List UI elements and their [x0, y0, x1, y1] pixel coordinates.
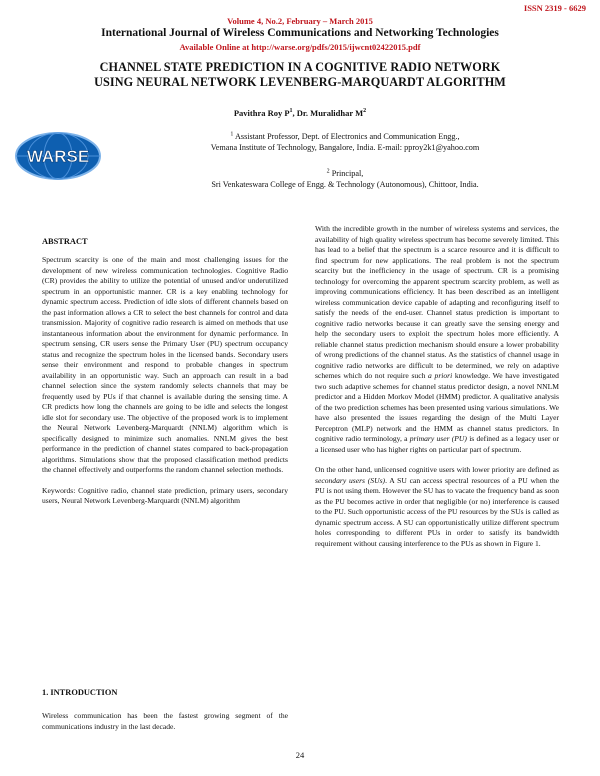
aff2-line1: Principal,	[329, 169, 364, 178]
p1-part-b: knowledge. We have investigated two such adaptive schemes for channel status predictor design, a novel NNLM predictor and a Hidden Morkov Model (HMM) predictor. A qualitative analysis of the two prediction schemes has been presented using various simulations. We have also presented the issues regarding the design of the Multi Layer Perceptron (MLP) network and the HMM as channel status predictors. In cognitive radio terminology, a	[315, 371, 559, 443]
p2-emphasis-secondary-users: secondary users (SUs)	[315, 475, 386, 485]
introduction-text: Wireless communication has been the fastest growing segment of the communications industry in the last decade.	[42, 711, 288, 731]
affiliation-2	[110, 168, 580, 190]
page-number: 24	[295, 750, 305, 760]
aff2-sup: 2	[326, 168, 330, 175]
p1-emphasis-primary-user: primary user (PU)	[409, 434, 467, 443]
author-2: Dr. Muralidhar M	[296, 108, 364, 118]
introduction-heading: 1. INTRODUCTION	[42, 688, 118, 697]
title-line-2: USING NEURAL NETWORK LEVENBERG-MARQUARDT ALGORITHM	[94, 75, 506, 89]
authors	[0, 108, 600, 118]
right-paragraph-1	[315, 224, 559, 455]
author-2-sup: 2	[363, 108, 367, 115]
p2-part-a: On the other hand, unlicensed cognitive users with lower priority are defined as	[315, 465, 559, 474]
issn: ISSN 2319 - 6629	[523, 3, 586, 13]
available-online: Available Online at http://warse.org/pdfs/2015/ijwcnt02422015.pdf	[179, 42, 421, 52]
p1-emphasis-a-priori: a priori	[428, 371, 453, 380]
journal-name: International Journal of Wireless Communications and Networking Technologies	[101, 27, 499, 39]
paper-title	[0, 60, 600, 90]
warse-logo	[14, 130, 102, 182]
p2-part-b: . A SU can access spectral resources of a PU when the PU is not using them. However the SU has to vacate the frequency band as soon as the PU becomes active in order that negligible (or no) interference is caused to the PU. Such opportunistic access of the PU resources by the SUs is called as dynamic spectrum access. A SU can opportunistically utilize different spectrum holes corresponding to different PUs in order to satisfy its bandwidth requirement without causing interference to the PUs as shown in Figure 1.	[315, 475, 559, 548]
aff1-line2: Vemana Institute of Technology, Bangalore, India. E-mail: pproy2k1@yahoo.com	[210, 143, 480, 152]
author-sep: ,	[292, 108, 297, 118]
aff1-line1: Assistant Professor, Dept. of Electronics and Communication Engg.,	[233, 132, 460, 141]
aff1-sup: 1	[230, 131, 234, 138]
author-1: Pavithra Roy P	[233, 108, 290, 118]
volume-info: Volume 4, No.2, February – March 2015	[227, 16, 373, 26]
abstract-text: Spectrum scarcity is one of the main and most challenging issues for the development of new wireless communication technologies. Cognitive Radio (CR) provides the ability to utilize the potential of unused and/or underutilized spectrum in an opportunistic manner. CR is a key enabling technology for dynamic spectrum access. Prediction of idle slots of different channels based on the past information allows a CR to select the best channels for control and data transmission. Majority of cognitive radio research is aimed on methods that use instantaneous information about the environment for dynamic performance. In spectrum sensing, CR users sense the Primary User (PU) spectrum occupancy status and recognize the spectrum holes in the licensed bands. Secondary users sense their environment and respond to probable changes in spectrum availability in an opportunistic way. Such an approach can result in a bad channel selection since the system randomly selects channels that may be frequently used by PUs if that channel is available during the sensing time. A CR predicts how long the channels are going to be idle and selects the longest idle slot for secondary use. The objective of the proposed work is to implement the Neural Network Levenberg-Marquardt (NNLM) algorithm which is specifically designed to minimize such anomalies. NNLM gives the best performance in the prediction of channel states compared to back-propagation algorithms. Simulations show that the proposed classification method predicts the channel effectively and outperforms the random channel selection methods.	[42, 255, 288, 474]
p1-part-c: is defined as a legacy user or a licensed user who has higher rights on particular part of spectrum.	[315, 434, 559, 454]
title-line-1: CHANNEL STATE PREDICTION IN A COGNITIVE RADIO NETWORK	[99, 60, 501, 74]
abstract-heading: ABSTRACT	[42, 237, 88, 246]
p1-part-a: With the incredible growth in the number of wireless systems and services, the availability of high quality wireless spectrum has become severely limited. This has lead to a belief that the spectrum is a scarce resource and it is difficult to find spectrum for new applications. The real problem is not the spectrum scarcity but the inefficiency in the usage of spectrum. CR is a promising technology for overcoming the apparent spectrum scarcity problem, as well as improving communications efficiency. It has been described as an intelligent wireless communication device capable of adapting and reconfiguring itself to satisfy the needs of the end-user. Channel status prediction is important to cognitive radio networks because it can greatly save the sensing energy and help the secondary users to exploit the spectrum holes more efficiently. A reliable channel status prediction mechanism should ensure a lower probability of wrong predictions of the channel status. As the statistics of channel usage in cognitive radio networks are difficult to be determined, we rely on adaptive schemes which do not require such	[315, 224, 559, 380]
keywords: Keywords: Cognitive radio, channel state prediction, primary users, secondary users, Neural Network Levenberg-Marquardt (NNLM) algorithm	[42, 485, 288, 505]
affiliation-1	[110, 131, 580, 153]
logo-text: WARSE	[26, 147, 90, 166]
abstract-column	[42, 255, 288, 507]
right-paragraph-2	[315, 465, 559, 549]
aff2-line2: Sri Venkateswara College of Engg. & Technology (Autonomous), Chittoor, India.	[211, 180, 479, 189]
right-column	[315, 224, 559, 549]
author-1-sup: 1	[289, 108, 293, 115]
